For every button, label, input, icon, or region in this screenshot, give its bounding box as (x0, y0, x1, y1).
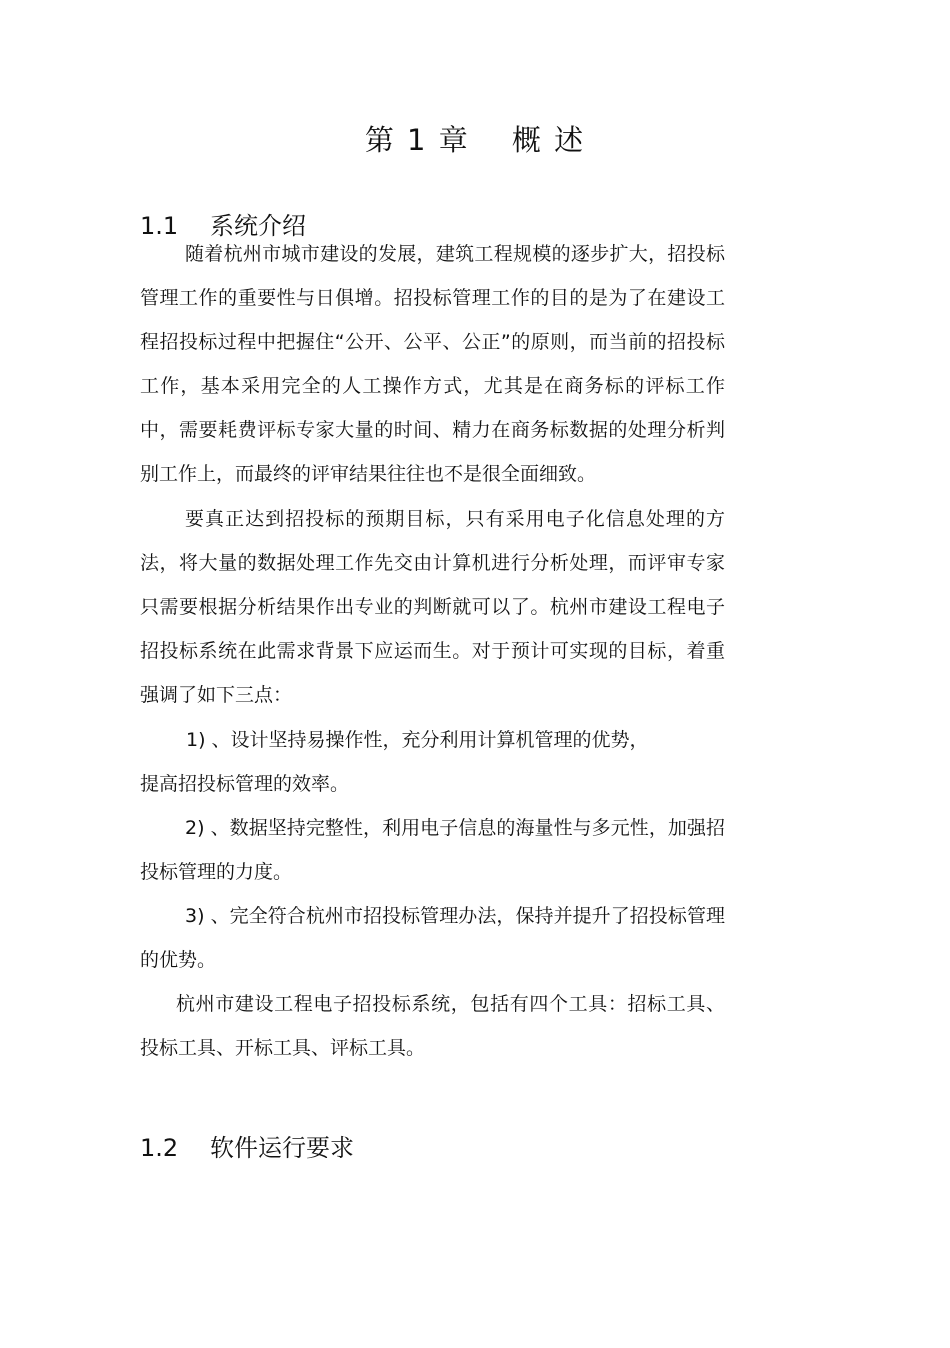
list-item-3: 3) 、完全符合杭州市招投标管理办法，保持并提升了招投标管理的优势。 (140, 905, 725, 971)
chapter-title: 第 1 章 概 述 (364, 123, 586, 157)
goal-paragraph: 要真正达到招投标的预期目标，只有采用电子化信息处理的方法，将大量的数据处理工作先交由计算机进行分析处理，而评审专家只需要根据分析结果作出专业的判断就可以了。杭州市建设工程电子招投标系统在此需求背景下应运而生。对于预计可实现的目标，着重强调了如下三点： (140, 508, 725, 706)
section-heading-1-2 (140, 1128, 354, 1163)
section-title: 系统介绍 (210, 212, 306, 240)
section-number: 1.1 (140, 212, 179, 240)
intro-paragraph: 随着杭州市城市建设的发展，建筑工程规模的逐步扩大，招投标管理工作的重要性与日俱增。招投标管理工作的目的是为了在建设工程招投标过程中把握住“公开、公平、公正”的原则，而当前的招投标工作，基本采用完全的人工操作方式，尤其是在商务标的评标工作中，需要耗费评标专家大量的时间、精力在商务标数据的处理分析判别工作上，而最终的评审结果往往也不是很全面细致。 (140, 243, 725, 485)
section-number: 1.2 (140, 1134, 179, 1162)
section-title: 软件运行要求 (210, 1134, 354, 1162)
list-item-1-line-2: 提高招投标管理的效率。 (140, 773, 350, 795)
list-item-1-line-1: 1) 、设计坚持易操作性，充分利用计算机管理的优势， (186, 729, 649, 751)
tools-paragraph: 杭州市建设工程电子招投标系统，包括有四个工具：招标工具、投标工具、开标工具、评标工具。 (140, 993, 725, 1059)
list-item-2: 2) 、数据坚持完整性，利用电子信息的海量性与多元性，加强招投标管理的力度。 (140, 817, 725, 883)
